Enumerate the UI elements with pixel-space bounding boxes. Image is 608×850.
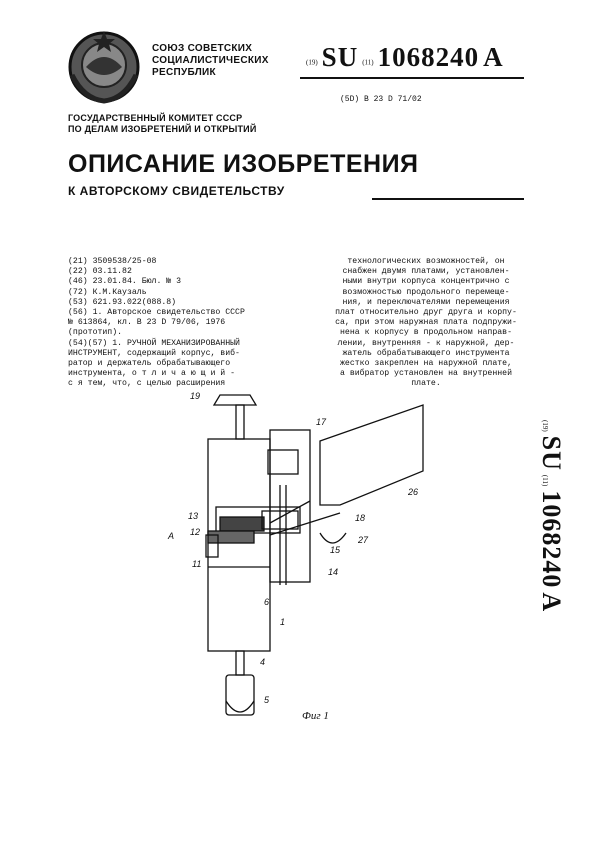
figure-caption: Фиг 1 [302, 710, 329, 722]
label-27: 27 [358, 535, 369, 545]
claim-line: технологических возможностей, он [347, 257, 505, 266]
label-4: 4 [260, 657, 266, 667]
biblio-line: (46) 23.01.84. Бюл. № 3 [68, 277, 182, 287]
side-number: 1068240 [537, 490, 566, 589]
claim-line: возможностью продольного перемеще- [342, 287, 510, 297]
side-code-19: (19) [541, 420, 549, 432]
state-line: СОЮЗ СОВЕТСКИХ [152, 43, 253, 54]
document-title: ОПИСАНИЕ ИЗОБРЕТЕНИЯ [68, 150, 419, 178]
side-kind: A [537, 592, 566, 613]
claim-line: лении, внутренняя - к наружной, дер- [337, 338, 515, 348]
biblio-line: (72) К.М.Каузаль [68, 287, 147, 297]
label-26: 26 [408, 487, 419, 497]
claim-line: нена к корпусу в продольном направ- [340, 328, 512, 338]
claim-line: ния, и переключателями перемещения [342, 297, 510, 307]
code-11: (11) [362, 58, 374, 67]
state-line: СОЦИАЛИСТИЧЕСКИХ [152, 55, 269, 66]
claim-line: са, при этом наружная плата подпружи- [335, 318, 517, 328]
label-15: 15 [330, 545, 341, 555]
bibliographic-data [68, 257, 296, 390]
label-12: 12 [190, 527, 201, 537]
technical-drawing [150, 385, 480, 745]
label-13: 13 [188, 511, 199, 521]
label-11: 11 [192, 559, 202, 569]
biblio-line: (56) 1. Авторское свидетельство СССР [68, 308, 245, 318]
state-line: РЕСПУБЛИК [152, 67, 216, 78]
biblio-line: (54)(57) 1. РУЧНОЙ МЕХАНИЗИРОВАННЫЙ [68, 338, 240, 348]
side-patent-number [530, 420, 570, 680]
label-A: А [168, 531, 175, 541]
state-name [152, 43, 269, 79]
state-emblem [64, 27, 144, 107]
biblio-line: ИНСТРУМЕНТ, содержащий корпус, виб- [68, 348, 240, 358]
committee-line: ГОСУДАРСТВЕННЫЙ КОМИТЕТ СССР [68, 113, 243, 123]
code-19: (19) [306, 58, 318, 67]
biblio-line: ратор и держатель обрабатывающего [68, 359, 231, 369]
subtitle-rule [372, 198, 524, 200]
biblio-line: (21) 3509538/25-08 [68, 257, 157, 266]
header-rule [300, 77, 524, 79]
claim-line: снабжен двумя платами, установлен- [342, 267, 510, 277]
biblio-line: с я тем, что, с целью расширения [68, 379, 226, 389]
classification-code: (5D) B 23 D 71/02 [340, 95, 422, 104]
committee-name [68, 113, 257, 135]
claim-line: жестко закреплен на наружной плате, [340, 359, 512, 369]
label-17: 17 [316, 417, 327, 427]
patent-number-header [306, 42, 504, 73]
biblio-line: (22) 03.11.82 [68, 267, 132, 277]
claim-line: плат относительно друг друга и корпу- [335, 308, 517, 318]
claim-line: а вибратор установлен на внутренней [340, 369, 512, 379]
biblio-line: инструмента, о т л и ч а ю щ и й - [68, 369, 236, 379]
label-1: 1 [280, 617, 286, 627]
side-country: SU [537, 435, 566, 471]
country-code: SU [321, 42, 359, 72]
document-subtitle: К АВТОРСКОМУ СВИДЕТЕЛЬСТВУ [68, 184, 285, 198]
claim-continuation [312, 257, 540, 390]
biblio-line: (прототип). [68, 328, 123, 338]
patent-number: 1068240 [377, 42, 480, 72]
committee-line: ПО ДЕЛАМ ИЗОБРЕТЕНИЙ И ОТКРЫТИЙ [68, 124, 257, 134]
patent-kind: A [483, 42, 504, 72]
side-code-11: (11) [541, 474, 549, 487]
label-18: 18 [355, 513, 366, 523]
label-6: 6 [264, 597, 270, 607]
label-19: 19 [190, 391, 201, 401]
biblio-line: № 613864, кл. В 23 D 79/06, 1976 [68, 318, 226, 328]
claim-line: ными внутри корпуса концентрично с [342, 277, 510, 287]
biblio-line: (53) 621.93.022(088.8) [68, 297, 177, 307]
label-5: 5 [264, 695, 270, 705]
label-14: 14 [328, 567, 339, 577]
claim-line: плате. [411, 379, 441, 389]
claim-line: жатель обрабатывающего инструмента [342, 348, 510, 358]
